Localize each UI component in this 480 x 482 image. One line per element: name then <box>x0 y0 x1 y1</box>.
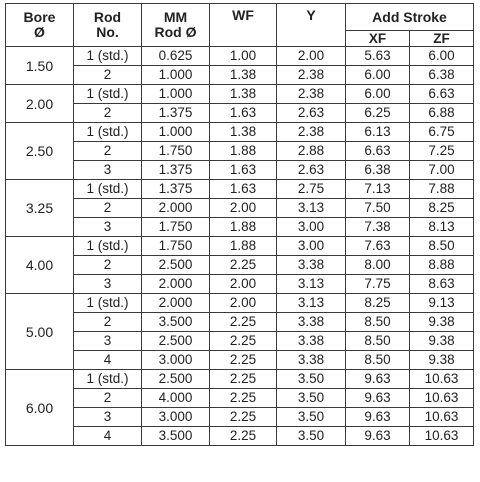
mm-rod-cell: 1.375 <box>142 104 210 123</box>
mm-rod-cell: 2.000 <box>142 294 210 313</box>
zf-cell: 6.88 <box>410 104 474 123</box>
rod-no-cell: 3 <box>74 332 142 351</box>
mm-rod-cell: 1.750 <box>142 142 210 161</box>
wf-cell: 1.38 <box>210 66 277 85</box>
table-row <box>6 123 474 142</box>
rod-no-cell: 1 (std.) <box>74 294 142 313</box>
rod-no-cell: 2 <box>74 199 142 218</box>
zf-cell: 9.13 <box>410 294 474 313</box>
xf-cell: 7.50 <box>346 199 410 218</box>
xf-cell: 7.38 <box>346 218 410 237</box>
y-cell: 3.38 <box>277 256 346 275</box>
header-bore-line2: Ø <box>34 24 45 40</box>
table-row <box>6 332 474 351</box>
bore-cell: 1.50 <box>6 47 74 85</box>
wf-cell: 2.00 <box>210 294 277 313</box>
table-row <box>6 199 474 218</box>
mm-rod-cell: 1.000 <box>142 66 210 85</box>
rod-no-cell: 3 <box>74 275 142 294</box>
table-row <box>6 47 474 66</box>
wf-cell: 2.00 <box>210 275 277 294</box>
table-row <box>6 66 474 85</box>
zf-cell: 8.50 <box>410 237 474 256</box>
header-xf: XF <box>346 31 410 47</box>
xf-cell: 9.63 <box>346 370 410 389</box>
rod-no-cell: 1 (std.) <box>74 180 142 199</box>
wf-cell: 2.25 <box>210 256 277 275</box>
zf-cell: 8.63 <box>410 275 474 294</box>
table-row <box>6 427 474 446</box>
table-row <box>6 370 474 389</box>
table-body <box>6 47 474 446</box>
wf-cell: 1.88 <box>210 142 277 161</box>
zf-cell: 8.88 <box>410 256 474 275</box>
rod-no-cell: 4 <box>74 427 142 446</box>
y-cell: 2.38 <box>277 85 346 104</box>
xf-cell: 6.13 <box>346 123 410 142</box>
mm-rod-cell: 3.500 <box>142 427 210 446</box>
table-row <box>6 408 474 427</box>
rod-no-cell: 2 <box>74 66 142 85</box>
zf-cell: 8.25 <box>410 199 474 218</box>
header-y: Y <box>277 4 346 47</box>
zf-cell: 10.63 <box>410 389 474 408</box>
mm-rod-cell: 2.500 <box>142 370 210 389</box>
zf-cell: 8.13 <box>410 218 474 237</box>
wf-cell: 2.25 <box>210 351 277 370</box>
table-row <box>6 104 474 123</box>
zf-cell: 7.25 <box>410 142 474 161</box>
wf-cell: 1.00 <box>210 47 277 66</box>
bore-cell: 5.00 <box>6 294 74 370</box>
mm-rod-cell: 4.000 <box>142 389 210 408</box>
header-zf: ZF <box>410 31 474 47</box>
mm-rod-cell: 2.000 <box>142 275 210 294</box>
mm-rod-cell: 3.000 <box>142 408 210 427</box>
header-rod-no-line1: Rod <box>93 9 122 25</box>
xf-cell: 9.63 <box>346 408 410 427</box>
y-cell: 2.38 <box>277 123 346 142</box>
mm-rod-cell: 1.375 <box>142 161 210 180</box>
bore-cell: 2.00 <box>6 85 74 123</box>
mm-rod-cell: 1.375 <box>142 180 210 199</box>
rod-no-cell: 3 <box>74 161 142 180</box>
rod-no-cell: 2 <box>74 256 142 275</box>
header-add-stroke: Add Stroke <box>346 4 474 31</box>
wf-cell: 2.25 <box>210 313 277 332</box>
wf-cell: 2.25 <box>210 408 277 427</box>
header-bore-line1: Bore <box>23 9 56 25</box>
wf-cell: 1.38 <box>210 85 277 104</box>
table-row <box>6 161 474 180</box>
mm-rod-cell: 1.750 <box>142 237 210 256</box>
rod-no-cell: 2 <box>74 389 142 408</box>
mm-rod-cell: 0.625 <box>142 47 210 66</box>
xf-cell: 6.63 <box>346 142 410 161</box>
mm-rod-cell: 3.500 <box>142 313 210 332</box>
y-cell: 3.38 <box>277 351 346 370</box>
table-row <box>6 313 474 332</box>
table-row <box>6 85 474 104</box>
y-cell: 3.13 <box>277 275 346 294</box>
xf-cell: 5.63 <box>346 47 410 66</box>
xf-cell: 6.25 <box>346 104 410 123</box>
rod-no-cell: 1 (std.) <box>74 123 142 142</box>
header-rod-no-line2: No. <box>96 24 119 40</box>
table-row <box>6 275 474 294</box>
header-wf: WF <box>210 4 277 47</box>
wf-cell: 2.25 <box>210 427 277 446</box>
wf-cell: 1.63 <box>210 161 277 180</box>
xf-cell: 9.63 <box>346 427 410 446</box>
mm-rod-cell: 3.000 <box>142 351 210 370</box>
table-row <box>6 218 474 237</box>
bore-cell: 2.50 <box>6 123 74 180</box>
wf-cell: 1.63 <box>210 180 277 199</box>
rod-no-cell: 1 (std.) <box>74 47 142 66</box>
zf-cell: 9.38 <box>410 332 474 351</box>
zf-cell: 10.63 <box>410 408 474 427</box>
xf-cell: 7.75 <box>346 275 410 294</box>
y-cell: 3.50 <box>277 370 346 389</box>
rod-no-cell: 3 <box>74 218 142 237</box>
y-cell: 3.50 <box>277 389 346 408</box>
y-cell: 3.38 <box>277 332 346 351</box>
y-cell: 2.63 <box>277 161 346 180</box>
xf-cell: 7.63 <box>346 237 410 256</box>
rod-no-cell: 3 <box>74 408 142 427</box>
xf-cell: 6.00 <box>346 66 410 85</box>
table-row <box>6 351 474 370</box>
xf-cell: 7.13 <box>346 180 410 199</box>
rod-no-cell: 1 (std.) <box>74 370 142 389</box>
y-cell: 2.00 <box>277 47 346 66</box>
y-cell: 2.88 <box>277 142 346 161</box>
zf-cell: 6.38 <box>410 66 474 85</box>
mm-rod-cell: 1.750 <box>142 218 210 237</box>
header-rod-no <box>74 4 142 47</box>
zf-cell: 9.38 <box>410 351 474 370</box>
rod-no-cell: 2 <box>74 104 142 123</box>
wf-cell: 1.88 <box>210 218 277 237</box>
xf-cell: 8.50 <box>346 332 410 351</box>
header-mm-rod-line2: Rod Ø <box>154 24 197 40</box>
y-cell: 2.75 <box>277 180 346 199</box>
y-cell: 3.00 <box>277 237 346 256</box>
xf-cell: 9.63 <box>346 389 410 408</box>
table-header <box>6 4 474 47</box>
rod-no-cell: 4 <box>74 351 142 370</box>
table-row <box>6 180 474 199</box>
xf-cell: 8.25 <box>346 294 410 313</box>
wf-cell: 1.88 <box>210 237 277 256</box>
xf-cell: 8.00 <box>346 256 410 275</box>
header-bore <box>6 4 74 47</box>
y-cell: 2.63 <box>277 104 346 123</box>
zf-cell: 6.00 <box>410 47 474 66</box>
rod-no-cell: 2 <box>74 313 142 332</box>
header-mm-rod-line1: MM <box>163 9 188 25</box>
y-cell: 3.00 <box>277 218 346 237</box>
wf-cell: 2.00 <box>210 199 277 218</box>
table-row <box>6 389 474 408</box>
y-cell: 3.38 <box>277 313 346 332</box>
mm-rod-cell: 1.000 <box>142 85 210 104</box>
zf-cell: 10.63 <box>410 427 474 446</box>
wf-cell: 1.63 <box>210 104 277 123</box>
xf-cell: 8.50 <box>346 313 410 332</box>
y-cell: 2.38 <box>277 66 346 85</box>
xf-cell: 6.00 <box>346 85 410 104</box>
rod-no-cell: 1 (std.) <box>74 237 142 256</box>
dimension-table-container <box>5 3 473 446</box>
wf-cell: 2.25 <box>210 332 277 351</box>
table-row <box>6 237 474 256</box>
y-cell: 3.13 <box>277 294 346 313</box>
zf-cell: 7.00 <box>410 161 474 180</box>
zf-cell: 7.88 <box>410 180 474 199</box>
zf-cell: 10.63 <box>410 370 474 389</box>
zf-cell: 9.38 <box>410 313 474 332</box>
cylinder-dimension-table <box>5 3 474 446</box>
y-cell: 3.50 <box>277 408 346 427</box>
xf-cell: 6.38 <box>346 161 410 180</box>
xf-cell: 8.50 <box>346 351 410 370</box>
zf-cell: 6.75 <box>410 123 474 142</box>
table-row <box>6 294 474 313</box>
mm-rod-cell: 1.000 <box>142 123 210 142</box>
mm-rod-cell: 2.500 <box>142 332 210 351</box>
bore-cell: 3.25 <box>6 180 74 237</box>
wf-cell: 2.25 <box>210 389 277 408</box>
zf-cell: 6.63 <box>410 85 474 104</box>
header-mm-rod <box>142 4 210 47</box>
wf-cell: 1.38 <box>210 123 277 142</box>
bore-cell: 4.00 <box>6 237 74 294</box>
table-row <box>6 142 474 161</box>
wf-cell: 2.25 <box>210 370 277 389</box>
mm-rod-cell: 2.000 <box>142 199 210 218</box>
table-row <box>6 256 474 275</box>
mm-rod-cell: 2.500 <box>142 256 210 275</box>
y-cell: 3.13 <box>277 199 346 218</box>
rod-no-cell: 2 <box>74 142 142 161</box>
rod-no-cell: 1 (std.) <box>74 85 142 104</box>
y-cell: 3.50 <box>277 427 346 446</box>
bore-cell: 6.00 <box>6 370 74 446</box>
